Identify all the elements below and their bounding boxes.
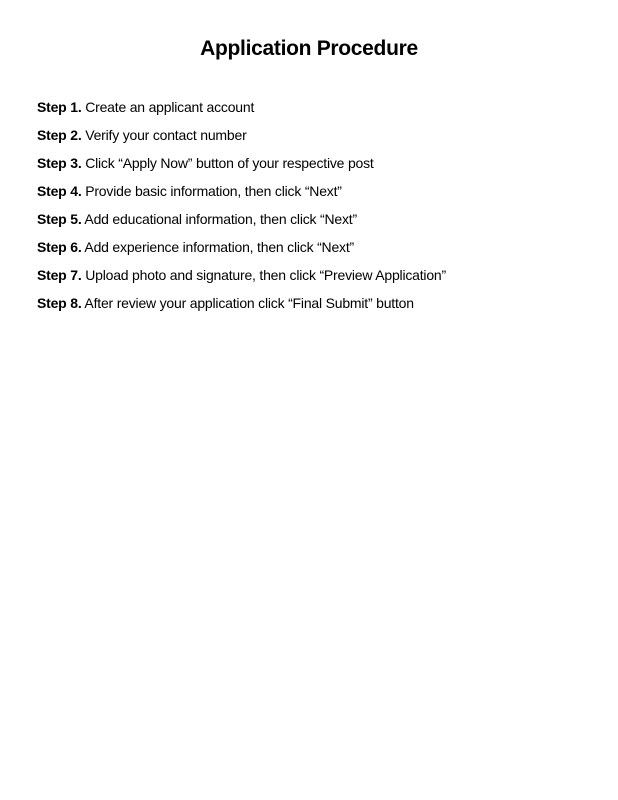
step-item [37,265,446,293]
step-text: Verify your contact number [81,127,247,143]
step-label: Step 4. [37,183,82,199]
page-title: Application Procedure [200,37,418,60]
step-text: After review your application click “Final Submit” button [81,295,414,311]
step-label: Step 2. [37,127,82,143]
steps-list [37,97,446,321]
step-label: Step 5. [37,211,82,227]
step-label: Step 8. [37,295,82,311]
step-item [37,153,446,181]
step-text: Upload photo and signature, then click “Preview Application” [81,267,446,283]
step-item [37,293,446,321]
step-text: Click “Apply Now” button of your respective post [81,155,374,171]
step-text: Create an applicant account [81,99,255,115]
step-text: Add experience information, then click “Next” [81,239,355,255]
step-label: Step 7. [37,267,82,283]
step-label: Step 6. [37,239,82,255]
step-label: Step 1. [37,99,82,115]
step-item [37,237,446,265]
step-label: Step 3. [37,155,82,171]
step-item [37,97,446,125]
step-text: Add educational information, then click “Next” [81,211,357,227]
step-text: Provide basic information, then click “Next” [81,183,342,199]
step-item [37,125,446,153]
step-item [37,181,446,209]
step-item [37,209,446,237]
